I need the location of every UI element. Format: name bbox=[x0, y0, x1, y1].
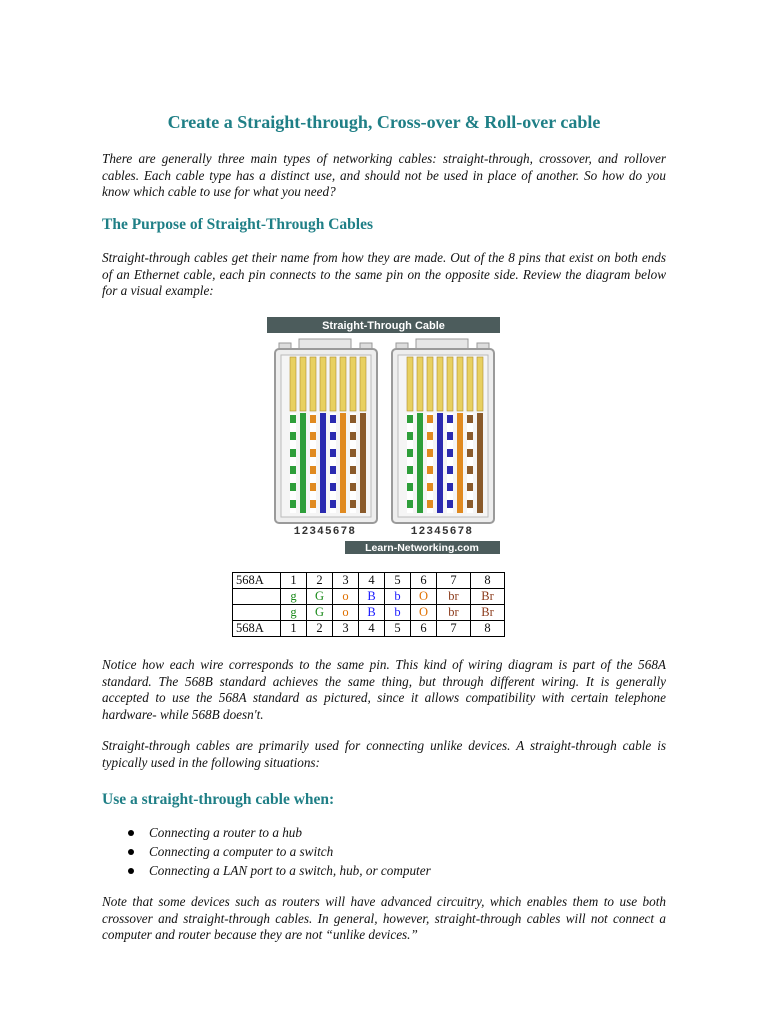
table-row bbox=[233, 589, 505, 605]
table-cell: br bbox=[437, 589, 471, 605]
table-cell: 5 bbox=[385, 621, 411, 637]
table-cell: O bbox=[411, 589, 437, 605]
section-heading-use-when: Use a straight-through cable when: bbox=[102, 791, 335, 808]
bullet-icon bbox=[128, 849, 134, 855]
purpose-paragraph: Straight-through cables get their name from how they are made. Out of the 8 pins that exist on both ends of an Ethernet cable, each pin connects to the same pin on the opposite side. Review the diagram below for a visual example: bbox=[102, 250, 666, 298]
table-cell: 6 bbox=[411, 573, 437, 589]
bullet-icon bbox=[128, 868, 134, 874]
list-item-text: Connecting a LAN port to a switch, hub, or computer bbox=[149, 863, 431, 878]
table-cell: G bbox=[307, 605, 333, 621]
table-row-label: 568A bbox=[233, 573, 281, 589]
straight-through-cable-figure bbox=[267, 317, 500, 554]
table-row-label bbox=[233, 589, 281, 605]
page-title: Create a Straight-through, Cross-over & Roll-over cable bbox=[167, 112, 601, 132]
rj45-connector-right bbox=[392, 339, 494, 523]
rj45-connector-left bbox=[275, 339, 377, 523]
table-row-label: 568A bbox=[233, 621, 281, 637]
usage-paragraph: Straight-through cables are primarily used for connecting unlike devices. A straight-through cable is typically used in the following situations: bbox=[102, 738, 666, 770]
table-row-label bbox=[233, 605, 281, 621]
closing-paragraph: Note that some devices such as routers will have advanced circuitry, which enables them to use both crossover and straight-through cables. In general, however, straight-through cables will not connect a computer and router because they are not “unlike devices.” bbox=[102, 894, 666, 942]
table-cell: g bbox=[281, 589, 307, 605]
table-cell: br bbox=[437, 605, 471, 621]
table-cell: 1 bbox=[281, 621, 307, 637]
table-cell: B bbox=[359, 589, 385, 605]
table-cell: O bbox=[411, 605, 437, 621]
list-item bbox=[128, 825, 431, 844]
table-cell: Br bbox=[471, 589, 505, 605]
table-cell: b bbox=[385, 605, 411, 621]
notice-paragraph: Notice how each wire corresponds to the same pin. This kind of wiring diagram is part of the 568A standard. The 568B standard achieves the same thing, but through different wiring. It is generally accepted to use the 568A standard as pictured, since it allows compatibility with certain telephone hardware- while 568B doesn't. bbox=[102, 657, 666, 722]
section-heading-purpose: The Purpose of Straight-Through Cables bbox=[102, 216, 373, 233]
table-cell: 8 bbox=[471, 621, 505, 637]
table-cell: 8 bbox=[471, 573, 505, 589]
list-item bbox=[128, 863, 431, 882]
table-cell: Br bbox=[471, 605, 505, 621]
list-item-text: Connecting a computer to a switch bbox=[149, 844, 334, 859]
table-row bbox=[233, 605, 505, 621]
table-cell: o bbox=[333, 589, 359, 605]
pin-numbers-right: 12345678 bbox=[410, 526, 474, 538]
table-row bbox=[233, 573, 505, 589]
table-cell: 6 bbox=[411, 621, 437, 637]
table-cell: 7 bbox=[437, 621, 471, 637]
figure-caption: Straight-Through Cable bbox=[322, 320, 445, 332]
table-cell: G bbox=[307, 589, 333, 605]
table-row bbox=[233, 621, 505, 637]
table-cell: b bbox=[385, 589, 411, 605]
cable-diagram bbox=[267, 317, 500, 554]
list-item bbox=[128, 844, 431, 863]
table-cell: 7 bbox=[437, 573, 471, 589]
table-cell: 5 bbox=[385, 573, 411, 589]
usage-bullet-list bbox=[128, 825, 431, 882]
table-cell: 1 bbox=[281, 573, 307, 589]
pin-numbers-left: 12345678 bbox=[293, 526, 357, 538]
pin-mapping-table bbox=[232, 572, 505, 637]
intro-paragraph: There are generally three main types of networking cables: straight-through, crossover, and rollover cables. Each cable type has a distinct use, and should not be used in place of another. So how do you know which cable to use for what you need? bbox=[102, 151, 666, 199]
list-item-text: Connecting a router to a hub bbox=[149, 825, 302, 840]
table-cell: 3 bbox=[333, 621, 359, 637]
figure-credit: Learn-Networking.com bbox=[365, 542, 479, 554]
table-cell: 4 bbox=[359, 573, 385, 589]
table-cell: B bbox=[359, 605, 385, 621]
table-cell: 2 bbox=[307, 573, 333, 589]
table-cell: g bbox=[281, 605, 307, 621]
table-cell: o bbox=[333, 605, 359, 621]
table-cell: 2 bbox=[307, 621, 333, 637]
table-cell: 3 bbox=[333, 573, 359, 589]
table-cell: 4 bbox=[359, 621, 385, 637]
bullet-icon bbox=[128, 830, 134, 836]
